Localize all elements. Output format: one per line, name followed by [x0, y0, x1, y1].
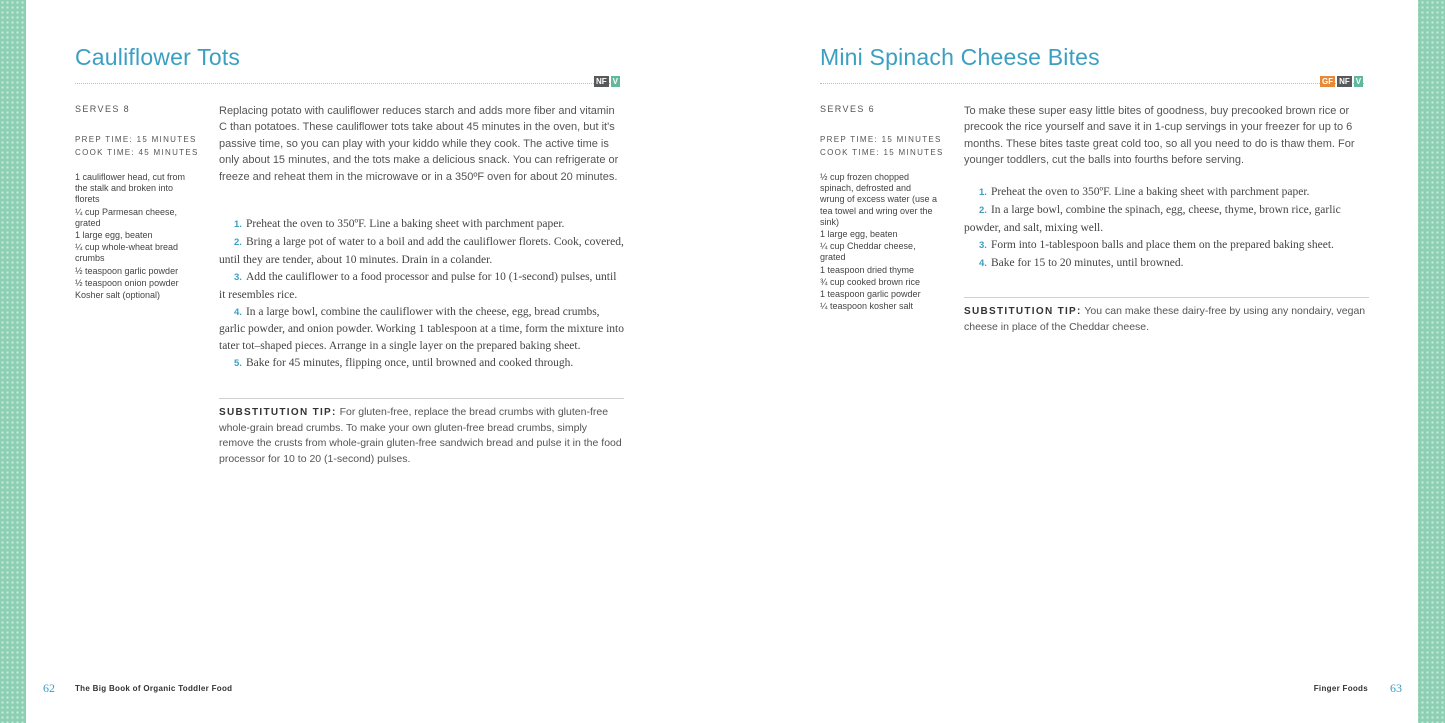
step-item — [219, 234, 624, 269]
ingredient-item: ¼ cup whole-wheat bread crumbs — [75, 242, 179, 264]
step-text: Preheat the oven to 350ºF. Line a baking sheet with parchment paper. — [245, 218, 565, 230]
step-number: 1. — [234, 219, 242, 230]
vegetarian-badge: V — [612, 77, 619, 86]
page-number: 62 — [43, 681, 55, 695]
ingredient-item: ½ teaspoon garlic powder — [75, 265, 179, 276]
ingredient-item: ¾ cup cooked brown rice — [820, 276, 921, 287]
intro-paragraph: To make these super easy little bites of goodness, buy precooked brown rice or precook the rice yourself and save it in 1-cup servings in your freezer for up to 6 months. These bites taste great cold too, so all you need to do is thaw them. For younger toddlers, cut the balls into fourths before serving. — [964, 105, 1355, 167]
cook-time: COOK TIME: 15 MINUTES — [820, 148, 944, 157]
right-page — [722, 0, 1418, 723]
step-item — [964, 202, 1369, 237]
step-text: Bake for 15 to 20 minutes, until browned. — [990, 256, 1184, 269]
tip-divider — [219, 398, 624, 399]
instruction-steps — [964, 184, 1369, 273]
title-rule — [75, 83, 618, 84]
step-item — [964, 237, 1369, 255]
step-text: Bake for 45 minutes, flipping once, until browned and cooked through. — [245, 357, 574, 370]
tip-text: You can make these dairy-free by using any nondairy, vegan cheese in place of the Cheddar cheese. — [964, 305, 1366, 333]
running-head: Finger Foods — [1313, 684, 1368, 693]
ingredient-item: ½ cup frozen chopped spinach, defrosted and wrung of excess water (use a tea towel and wring over the sink) — [820, 172, 938, 227]
step-item — [964, 255, 1369, 273]
substitution-tip — [964, 304, 1369, 335]
tip-label: SUBSTITUTION TIP: — [964, 306, 1082, 317]
ingredient-item: Kosher salt (optional) — [75, 290, 161, 301]
ingredient-item: 1 cauliflower head, cut from the stalk and broken into florets — [75, 172, 186, 205]
nut-free-badge: NF — [1339, 77, 1350, 86]
step-item — [219, 355, 624, 373]
ingredient-item: ¼ cup Cheddar cheese, grated — [820, 241, 916, 263]
tip-divider — [964, 297, 1369, 298]
page-number: 63 — [1390, 681, 1402, 695]
title-rule — [820, 83, 1364, 84]
prep-time: PREP TIME: 15 MINUTES — [820, 135, 942, 144]
step-text: Form into 1-tablespoon balls and place them on the prepared baking sheet. — [990, 238, 1334, 251]
step-text: In a large bowl, combine the spinach, egg, cheese, thyme, brown rice, garlic powder, and salt, mixing well. — [964, 203, 1341, 234]
step-number: 4. — [979, 257, 987, 269]
step-number: 3. — [979, 239, 987, 251]
step-text: Add the cauliflower to a food processor and pulse for 10 (1-second) pulses, until it resembles rice. — [219, 270, 617, 301]
recipe-intro — [964, 103, 1369, 169]
left-page — [26, 0, 722, 723]
ingredient-item: ¼ teaspoon kosher salt — [820, 301, 914, 312]
prep-time: PREP TIME: 15 MINUTES — [75, 135, 197, 144]
diet-badges — [594, 76, 620, 87]
running-head: The Big Book of Organic Toddler Food — [75, 684, 233, 693]
step-text: In a large bowl, combine the cauliflower with the cheese, egg, bread crumbs, garlic powder, and onion powder. Working 1 tablespoon at a time, form the mixture into tater tot–shaped pieces. Arrange in a single layer on the prepared baking sheet. — [219, 305, 624, 353]
substitution-tip — [219, 405, 624, 468]
step-item — [964, 184, 1369, 202]
ingredient-item: 1 teaspoon garlic powder — [820, 289, 921, 300]
serves-label: SERVES 6 — [820, 104, 876, 114]
time-info — [820, 133, 944, 159]
recipe-intro — [219, 103, 624, 185]
step-item — [219, 216, 624, 234]
step-number: 5. — [234, 358, 242, 370]
time-info — [75, 133, 199, 159]
tip-label: SUBSTITUTION TIP: — [219, 407, 337, 418]
serves-label: SERVES 8 — [75, 104, 131, 114]
diet-badges — [1320, 76, 1363, 87]
step-item — [219, 304, 624, 356]
ingredient-list — [75, 172, 195, 302]
step-number: 1. — [979, 187, 987, 198]
intro-paragraph: Replacing potato with cauliflower reduces starch and adds more fiber and vitamin C than potatoes. These cauliflower tots take about 45 minutes in the oven, but it's passive time, so you can play with your kiddo while they cook. The active time is only about 15 minutes, and the tots make a delicious snack. You can refrigerate or freeze and reheat them in the microwave or in a 350ºF oven for about 20 minutes. — [219, 105, 619, 183]
ingredient-item: ½ teaspoon onion powder — [75, 277, 179, 288]
step-number: 3. — [234, 271, 242, 283]
step-text: Preheat the oven to 350ºF. Line a baking sheet with parchment paper. — [990, 186, 1310, 198]
ingredient-list — [820, 172, 938, 313]
instruction-steps — [219, 216, 624, 373]
nut-free-badge: NF — [596, 77, 607, 86]
step-number: 2. — [234, 236, 242, 248]
book-spread — [26, 0, 1418, 723]
ingredient-item: 1 teaspoon dried thyme — [820, 264, 915, 275]
tip-text: For gluten-free, replace the bread crumbs with gluten-free whole-grain bread crumbs. To make your own gluten-free bread crumbs, simply remove the crusts from whole-grain gluten-free sandwich bread and pulse it in the food processor for 10 to 20 (1-second) pulses. — [219, 406, 622, 466]
ingredient-item: 1 large egg, beaten — [820, 229, 898, 240]
vegetarian-badge: V — [1355, 77, 1362, 86]
cook-time: COOK TIME: 45 MINUTES — [75, 148, 199, 157]
recipe-title: Cauliflower Tots — [75, 44, 241, 70]
ingredient-item: ¼ cup Parmesan cheese, grated — [75, 206, 178, 228]
recipe-title: Mini Spinach Cheese Bites — [820, 44, 1100, 70]
step-item — [219, 269, 624, 304]
step-number: 4. — [234, 306, 242, 318]
step-text: Bring a large pot of water to a boil and add the cauliflower florets. Cook, covered, until they are tender, about 10 minutes. Drain in a colander. — [219, 235, 624, 266]
step-number: 2. — [979, 204, 987, 216]
gluten-free-badge: GF — [1322, 77, 1334, 86]
ingredient-item: 1 large egg, beaten — [75, 230, 153, 241]
